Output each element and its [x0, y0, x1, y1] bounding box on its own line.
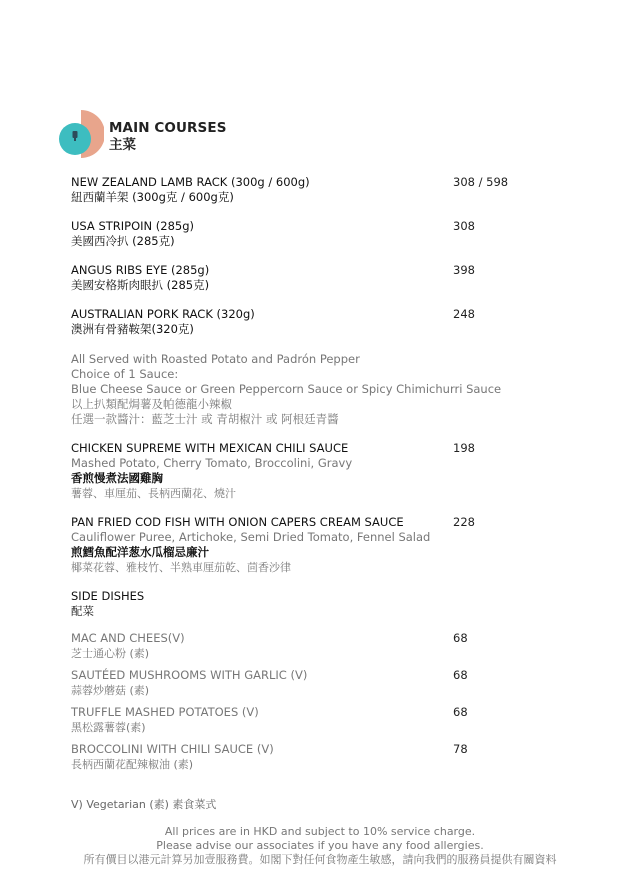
- item-name-zh: 紐西蘭羊架 (300g克 / 600g克): [71, 190, 234, 204]
- side-item-mac-cheese: [71, 631, 571, 661]
- menu-item-stripoin: [71, 219, 571, 249]
- item-description: Cauliflower Puree, Artichoke, Semi Dried Tomato, Fennel Salad: [71, 530, 431, 544]
- section-title: MAIN COURSES: [109, 120, 227, 136]
- item-name-zh: 美國安格斯肉眼扒 (285克): [71, 278, 210, 292]
- item-price: 228: [453, 515, 475, 529]
- side-dishes-title: SIDE DISHES: [71, 589, 145, 603]
- side-item-mushrooms: [71, 668, 571, 698]
- section-title-zh: 主菜: [109, 137, 136, 153]
- item-name: MAC AND CHEES(V): [71, 631, 185, 645]
- item-name: ANGUS RIBS EYE (285g): [71, 263, 210, 277]
- note-line: Blue Cheese Sauce or Green Peppercorn Sauce or Spicy Chimichurri Sauce: [71, 382, 502, 396]
- item-name: SAUTÉED MUSHROOMS WITH GARLIC (V): [71, 668, 308, 682]
- item-name: AUSTRALIAN PORK RACK (320g): [71, 307, 255, 321]
- item-price: 68: [453, 705, 468, 719]
- note-line: All Served with Roasted Potato and Padrón Pepper: [71, 352, 360, 366]
- side-dishes-header: [71, 589, 144, 619]
- item-price: 308: [453, 219, 475, 233]
- section-logo-icon: [58, 108, 104, 160]
- item-price: 248: [453, 307, 475, 321]
- item-name: PAN FRIED COD FISH WITH ONION CAPERS CREAM SAUCE: [71, 515, 404, 529]
- item-price: 308 / 598: [453, 175, 509, 189]
- item-name-zh: 香煎慢煮法國雞胸: [71, 471, 163, 485]
- item-name: CHICKEN SUPREME WITH MEXICAN CHILI SAUCE: [71, 441, 349, 455]
- note-line: 任選一款醬汁：藍芝士汁 或 青胡椒汁 或 阿根廷青醬: [71, 412, 339, 426]
- menu-item-ribs-eye: [71, 263, 571, 293]
- item-name: BROCCOLINI WITH CHILI SAUCE (V): [71, 742, 274, 756]
- vegetarian-note: V) Vegetarian (素) 素食菜式: [71, 798, 217, 811]
- footer-line: Please advise our associates if you have any food allergies.: [156, 839, 484, 852]
- item-price: 68: [453, 631, 468, 645]
- item-price: 398: [453, 263, 475, 277]
- section-header: [109, 120, 227, 154]
- menu-item-pork-rack: [71, 307, 571, 337]
- item-name-zh: 黑松露薯蓉(素): [71, 721, 146, 734]
- item-name-zh: 蒜蓉炒蘑菇 (素): [71, 684, 150, 697]
- item-description-zh: 椰菜花蓉、雅枝竹、半熟車厘茄乾、茴香沙律: [71, 561, 291, 574]
- item-name: TRUFFLE MASHED POTATOES (V): [71, 705, 259, 719]
- note-line: 以上扒類配焗薯及帕德龍小辣椒: [71, 397, 232, 411]
- item-price: 68: [453, 668, 468, 682]
- footer-line: All prices are in HKD and subject to 10% service charge.: [164, 825, 476, 838]
- footer-line: 所有價目以港元計算另加壹服務費。如閣下對任何食物產生敏感，請向我們的服務員提供有關資料: [83, 853, 557, 866]
- item-price: 198: [453, 441, 475, 455]
- item-description: Mashed Potato, Cherry Tomato, Broccolini, Gravy: [71, 456, 353, 470]
- item-name-zh: 芝士通心粉 (素): [71, 647, 150, 660]
- item-description-zh: 薯蓉、車厘茄、長柄西蘭花、燒汁: [71, 487, 236, 500]
- served-with-note: [71, 352, 591, 427]
- note-line: Choice of 1 Sauce:: [71, 367, 179, 381]
- footer: [0, 825, 640, 867]
- item-name-zh: 長柄西蘭花配辣椒油 (素): [71, 758, 194, 771]
- menu-item-cod-fish: [71, 515, 571, 575]
- item-price: 78: [453, 742, 468, 756]
- item-name-zh: 煎鱈魚配洋葱水瓜榴忌廉汁: [71, 545, 209, 559]
- item-name-zh: 美國西冷扒 (285克): [71, 234, 175, 248]
- item-name: USA STRIPOIN (285g): [71, 219, 195, 233]
- side-item-broccolini: [71, 742, 571, 772]
- menu-item-chicken-supreme: [71, 441, 571, 501]
- item-name-zh: 澳洲有骨豬鞍架(320克): [71, 322, 194, 336]
- side-item-truffle-potatoes: [71, 705, 571, 735]
- item-name: NEW ZEALAND LAMB RACK (300g / 600g): [71, 175, 310, 189]
- side-dishes-title-zh: 配菜: [71, 604, 94, 618]
